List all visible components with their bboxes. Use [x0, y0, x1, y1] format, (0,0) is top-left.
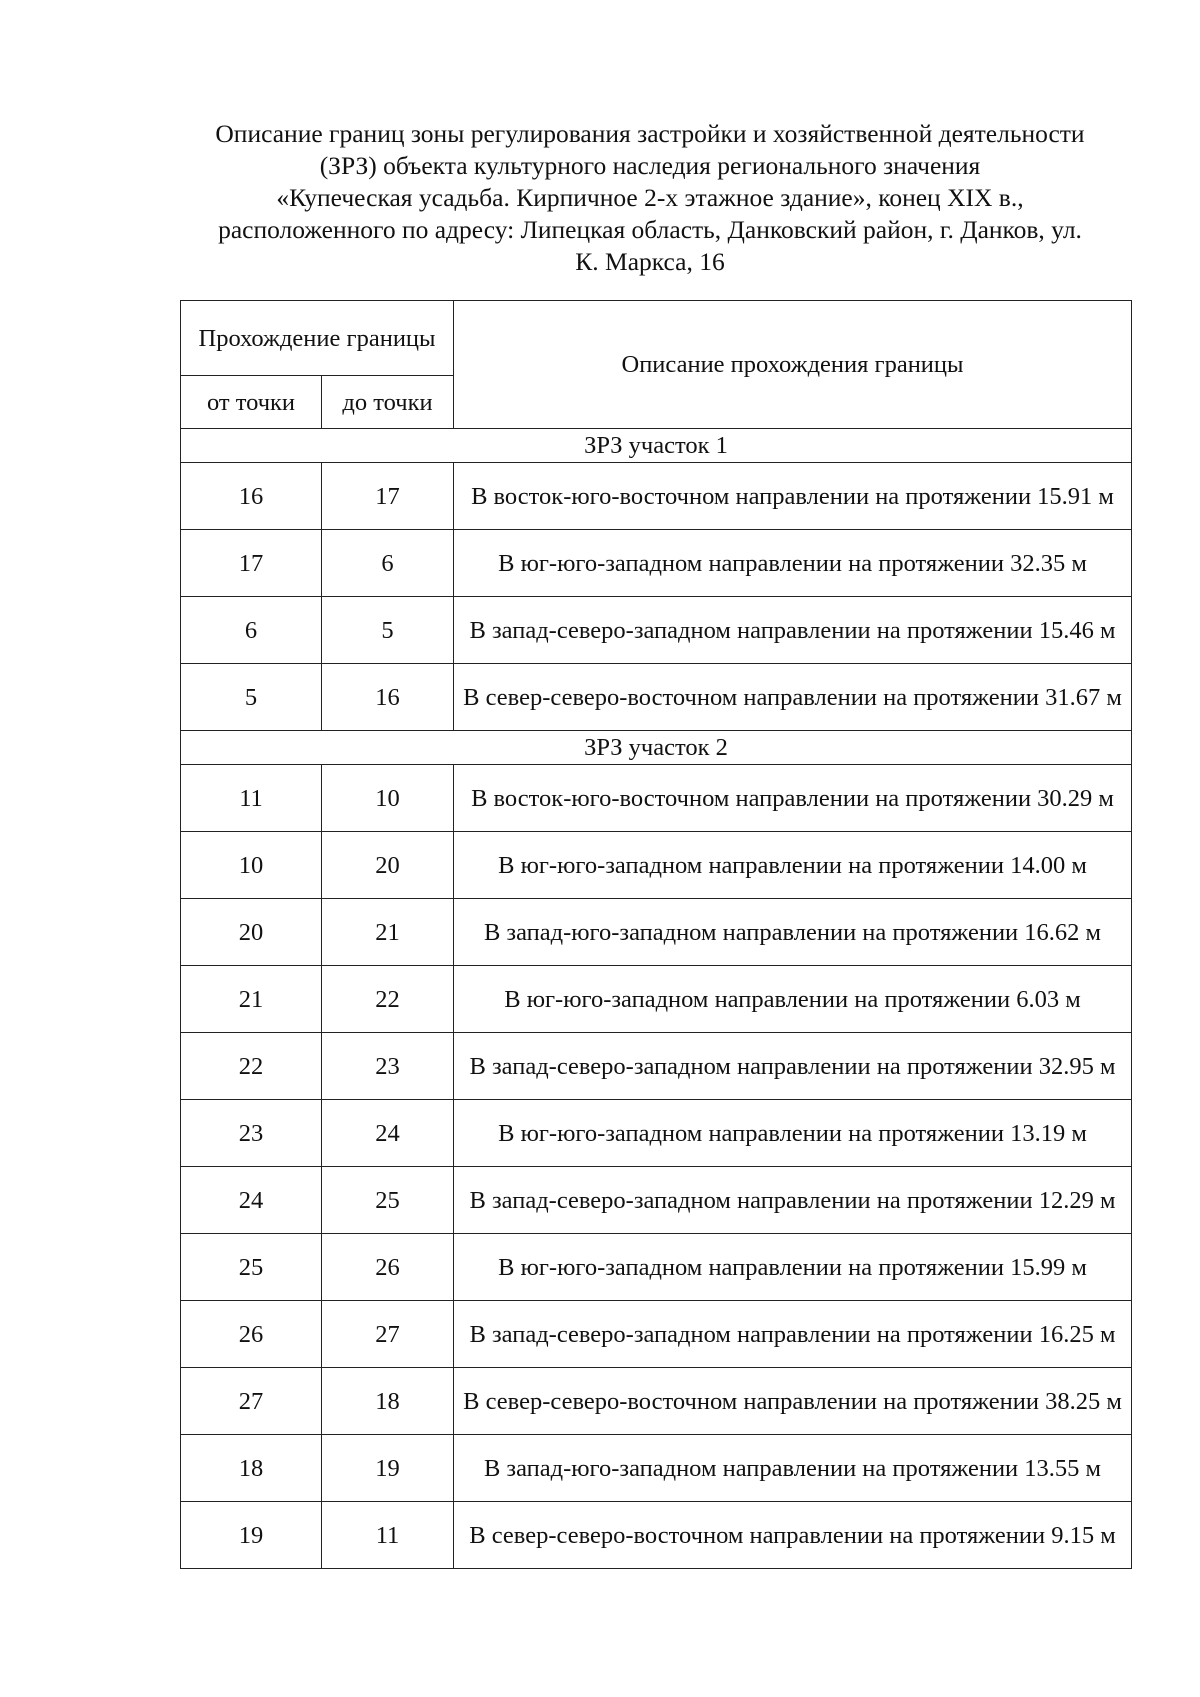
to-point-cell: 23 [322, 1033, 454, 1100]
section-label: ЗРЗ участок 1 [181, 429, 1132, 463]
title-line: расположенного по адресу: Липецкая область, Данковский район, г. Данков, ул. [218, 215, 1082, 244]
to-point-cell: 5 [322, 597, 454, 664]
boundary-description-cell: В юг-юго-западном направлении на протяжении 6.03 м [454, 966, 1132, 1033]
boundary-description-cell: В запад-юго-западном направлении на протяжении 16.62 м [454, 899, 1132, 966]
title-line: К. Маркса, 16 [575, 247, 725, 276]
section-row [181, 731, 1132, 765]
boundary-description-cell: В восток-юго-восточном направлении на протяжении 30.29 м [454, 765, 1132, 832]
header-boundary-passage: Прохождение границы [181, 301, 454, 376]
from-point-cell: 10 [181, 832, 322, 899]
boundary-description-cell: В север-северо-восточном направлении на протяжении 31.67 м [454, 664, 1132, 731]
boundary-description-cell: В юг-юго-западном направлении на протяжении 32.35 м [454, 530, 1132, 597]
boundary-description-cell: В юг-юго-западном направлении на протяжении 13.19 м [454, 1100, 1132, 1167]
table-row [181, 832, 1132, 899]
boundary-description-cell: В юг-юго-западном направлении на протяжении 14.00 м [454, 832, 1132, 899]
to-point-cell: 11 [322, 1502, 454, 1569]
table-row [181, 597, 1132, 664]
header-from-point: от точки [181, 376, 322, 429]
table-row [181, 966, 1132, 1033]
header-to-point: до точки [322, 376, 454, 429]
table-row [181, 1502, 1132, 1569]
section-row [181, 429, 1132, 463]
boundary-description-cell: В запад-юго-западном направлении на протяжении 13.55 м [454, 1435, 1132, 1502]
boundary-description-cell: В запад-северо-западном направлении на протяжении 15.46 м [454, 597, 1132, 664]
boundary-description-cell: В запад-северо-западном направлении на протяжении 12.29 м [454, 1167, 1132, 1234]
table-row [181, 1368, 1132, 1435]
document-title [160, 118, 1140, 278]
boundary-description-cell: В юг-юго-западном направлении на протяжении 15.99 м [454, 1234, 1132, 1301]
table-body [181, 429, 1132, 1569]
table-row [181, 664, 1132, 731]
to-point-cell: 17 [322, 463, 454, 530]
table-row [181, 1234, 1132, 1301]
boundary-description-cell: В восток-юго-восточном направлении на протяжении 15.91 м [454, 463, 1132, 530]
from-point-cell: 19 [181, 1502, 322, 1569]
table-row [181, 765, 1132, 832]
to-point-cell: 25 [322, 1167, 454, 1234]
from-point-cell: 22 [181, 1033, 322, 1100]
table-row [181, 1435, 1132, 1502]
to-point-cell: 27 [322, 1301, 454, 1368]
from-point-cell: 5 [181, 664, 322, 731]
to-point-cell: 21 [322, 899, 454, 966]
to-point-cell: 20 [322, 832, 454, 899]
to-point-cell: 19 [322, 1435, 454, 1502]
to-point-cell: 16 [322, 664, 454, 731]
from-point-cell: 6 [181, 597, 322, 664]
from-point-cell: 11 [181, 765, 322, 832]
boundary-description-table [180, 300, 1132, 1569]
table-row [181, 1100, 1132, 1167]
header-boundary-description: Описание прохождения границы [454, 301, 1132, 429]
from-point-cell: 23 [181, 1100, 322, 1167]
boundary-description-cell: В север-северо-восточном направлении на протяжении 9.15 м [454, 1502, 1132, 1569]
table-row [181, 899, 1132, 966]
table-row [181, 1167, 1132, 1234]
from-point-cell: 27 [181, 1368, 322, 1435]
from-point-cell: 24 [181, 1167, 322, 1234]
from-point-cell: 26 [181, 1301, 322, 1368]
to-point-cell: 26 [322, 1234, 454, 1301]
table-header [181, 301, 1132, 429]
section-label: ЗРЗ участок 2 [181, 731, 1132, 765]
table-row [181, 530, 1132, 597]
to-point-cell: 24 [322, 1100, 454, 1167]
to-point-cell: 6 [322, 530, 454, 597]
boundary-description-cell: В запад-северо-западном направлении на протяжении 32.95 м [454, 1033, 1132, 1100]
title-line: Описание границ зоны регулирования застройки и хозяйственной деятельности [215, 119, 1085, 148]
boundary-description-cell: В запад-северо-западном направлении на протяжении 16.25 м [454, 1301, 1132, 1368]
title-line: «Купеческая усадьба. Кирпичное 2-х этажное здание», конец XIX в., [276, 183, 1024, 212]
boundary-description-cell: В север-северо-восточном направлении на протяжении 38.25 м [454, 1368, 1132, 1435]
from-point-cell: 16 [181, 463, 322, 530]
to-point-cell: 22 [322, 966, 454, 1033]
to-point-cell: 10 [322, 765, 454, 832]
from-point-cell: 18 [181, 1435, 322, 1502]
to-point-cell: 18 [322, 1368, 454, 1435]
table-row [181, 463, 1132, 530]
from-point-cell: 20 [181, 899, 322, 966]
from-point-cell: 25 [181, 1234, 322, 1301]
table-row [181, 1301, 1132, 1368]
from-point-cell: 17 [181, 530, 322, 597]
title-line: (ЗРЗ) объекта культурного наследия регионального значения [319, 151, 981, 180]
table-row [181, 1033, 1132, 1100]
from-point-cell: 21 [181, 966, 322, 1033]
